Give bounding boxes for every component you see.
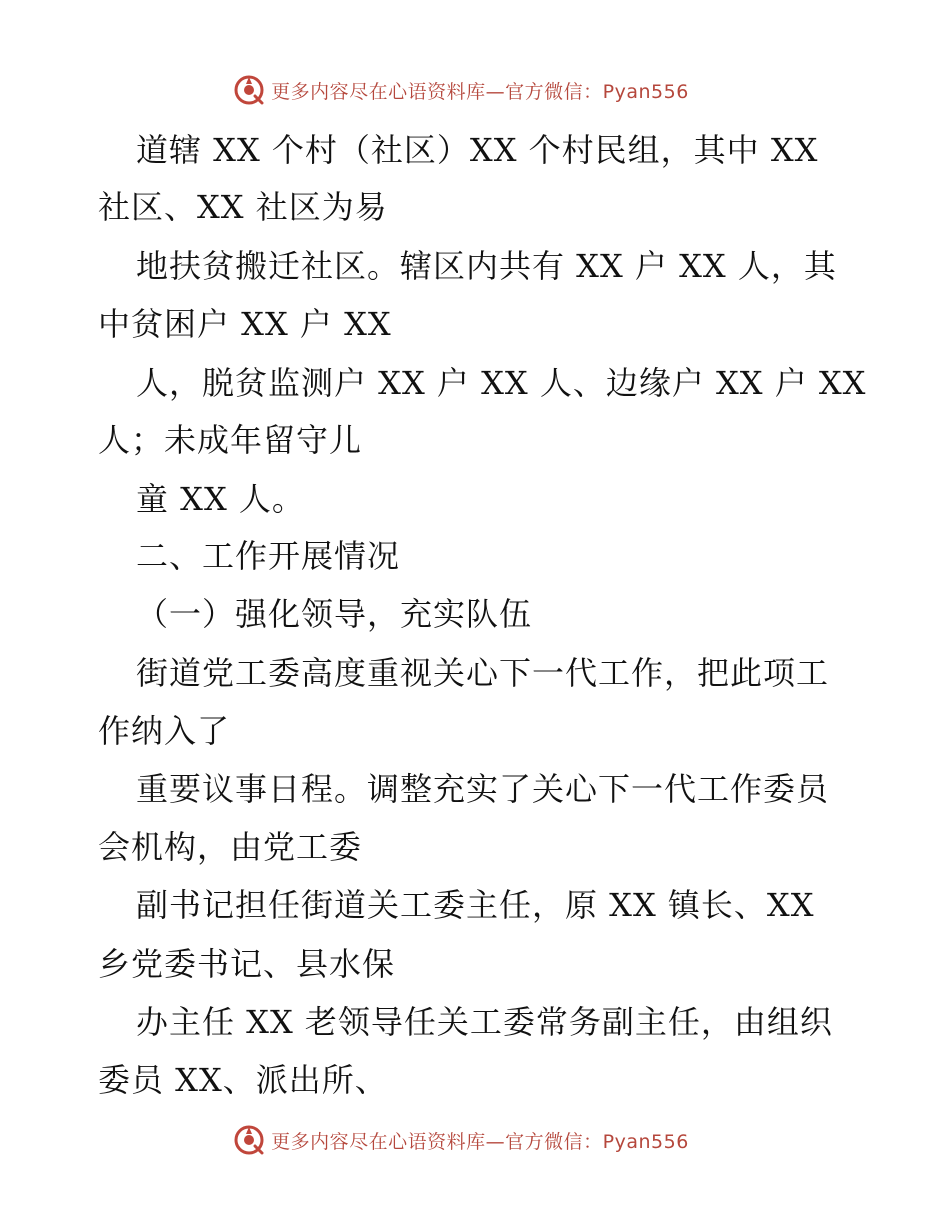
body-line: 地扶贫搬迁社区。辖区内共有 XX 户 XX 人，其 xyxy=(136,247,837,285)
header-watermark-banner xyxy=(0,70,950,110)
body-line: 中贫困户 XX 户 XX xyxy=(98,305,392,343)
body-line: 副书记担任街道关工委主任，原 XX 镇长、XX xyxy=(136,886,815,924)
body-line: 作纳入了 xyxy=(98,712,231,750)
body-line: 社区、XX 社区为易 xyxy=(98,188,388,226)
section-heading: 二、工作开展情况 xyxy=(136,537,401,575)
subsection-heading: （一）强化领导，充实队伍 xyxy=(136,595,533,633)
logo-icon xyxy=(233,1124,265,1156)
body-line: 童 XX 人。 xyxy=(136,480,305,518)
body-line: 重要议事日程。调整充实了关心下一代工作委员 xyxy=(136,770,830,808)
body-line: 人，脱贫监测户 XX 户 XX 人、边缘户 XX 户 XX xyxy=(136,364,867,402)
footer-watermark-banner xyxy=(0,1120,950,1160)
banner-text: 更多内容尽在心语资料库—官方微信：Pyan556 xyxy=(271,80,689,103)
body-line: 办主任 XX 老领导任关工委常务副主任，由组织 xyxy=(136,1003,833,1041)
banner-text: 更多内容尽在心语资料库—官方微信：Pyan556 xyxy=(271,1130,689,1153)
body-line: 乡党委书记、县水保 xyxy=(98,945,396,983)
body-line: 会机构，由党工委 xyxy=(98,828,363,866)
body-line: 街道党工委高度重视关心下一代工作，把此项工 xyxy=(136,654,830,692)
body-line: 道辖 XX 个村（社区）XX 个村民组，其中 XX xyxy=(136,131,819,169)
body-line: 委员 XX、派出所、 xyxy=(98,1061,388,1099)
body-line: 人；未成年留守儿 xyxy=(98,421,363,459)
logo-icon xyxy=(233,74,265,106)
